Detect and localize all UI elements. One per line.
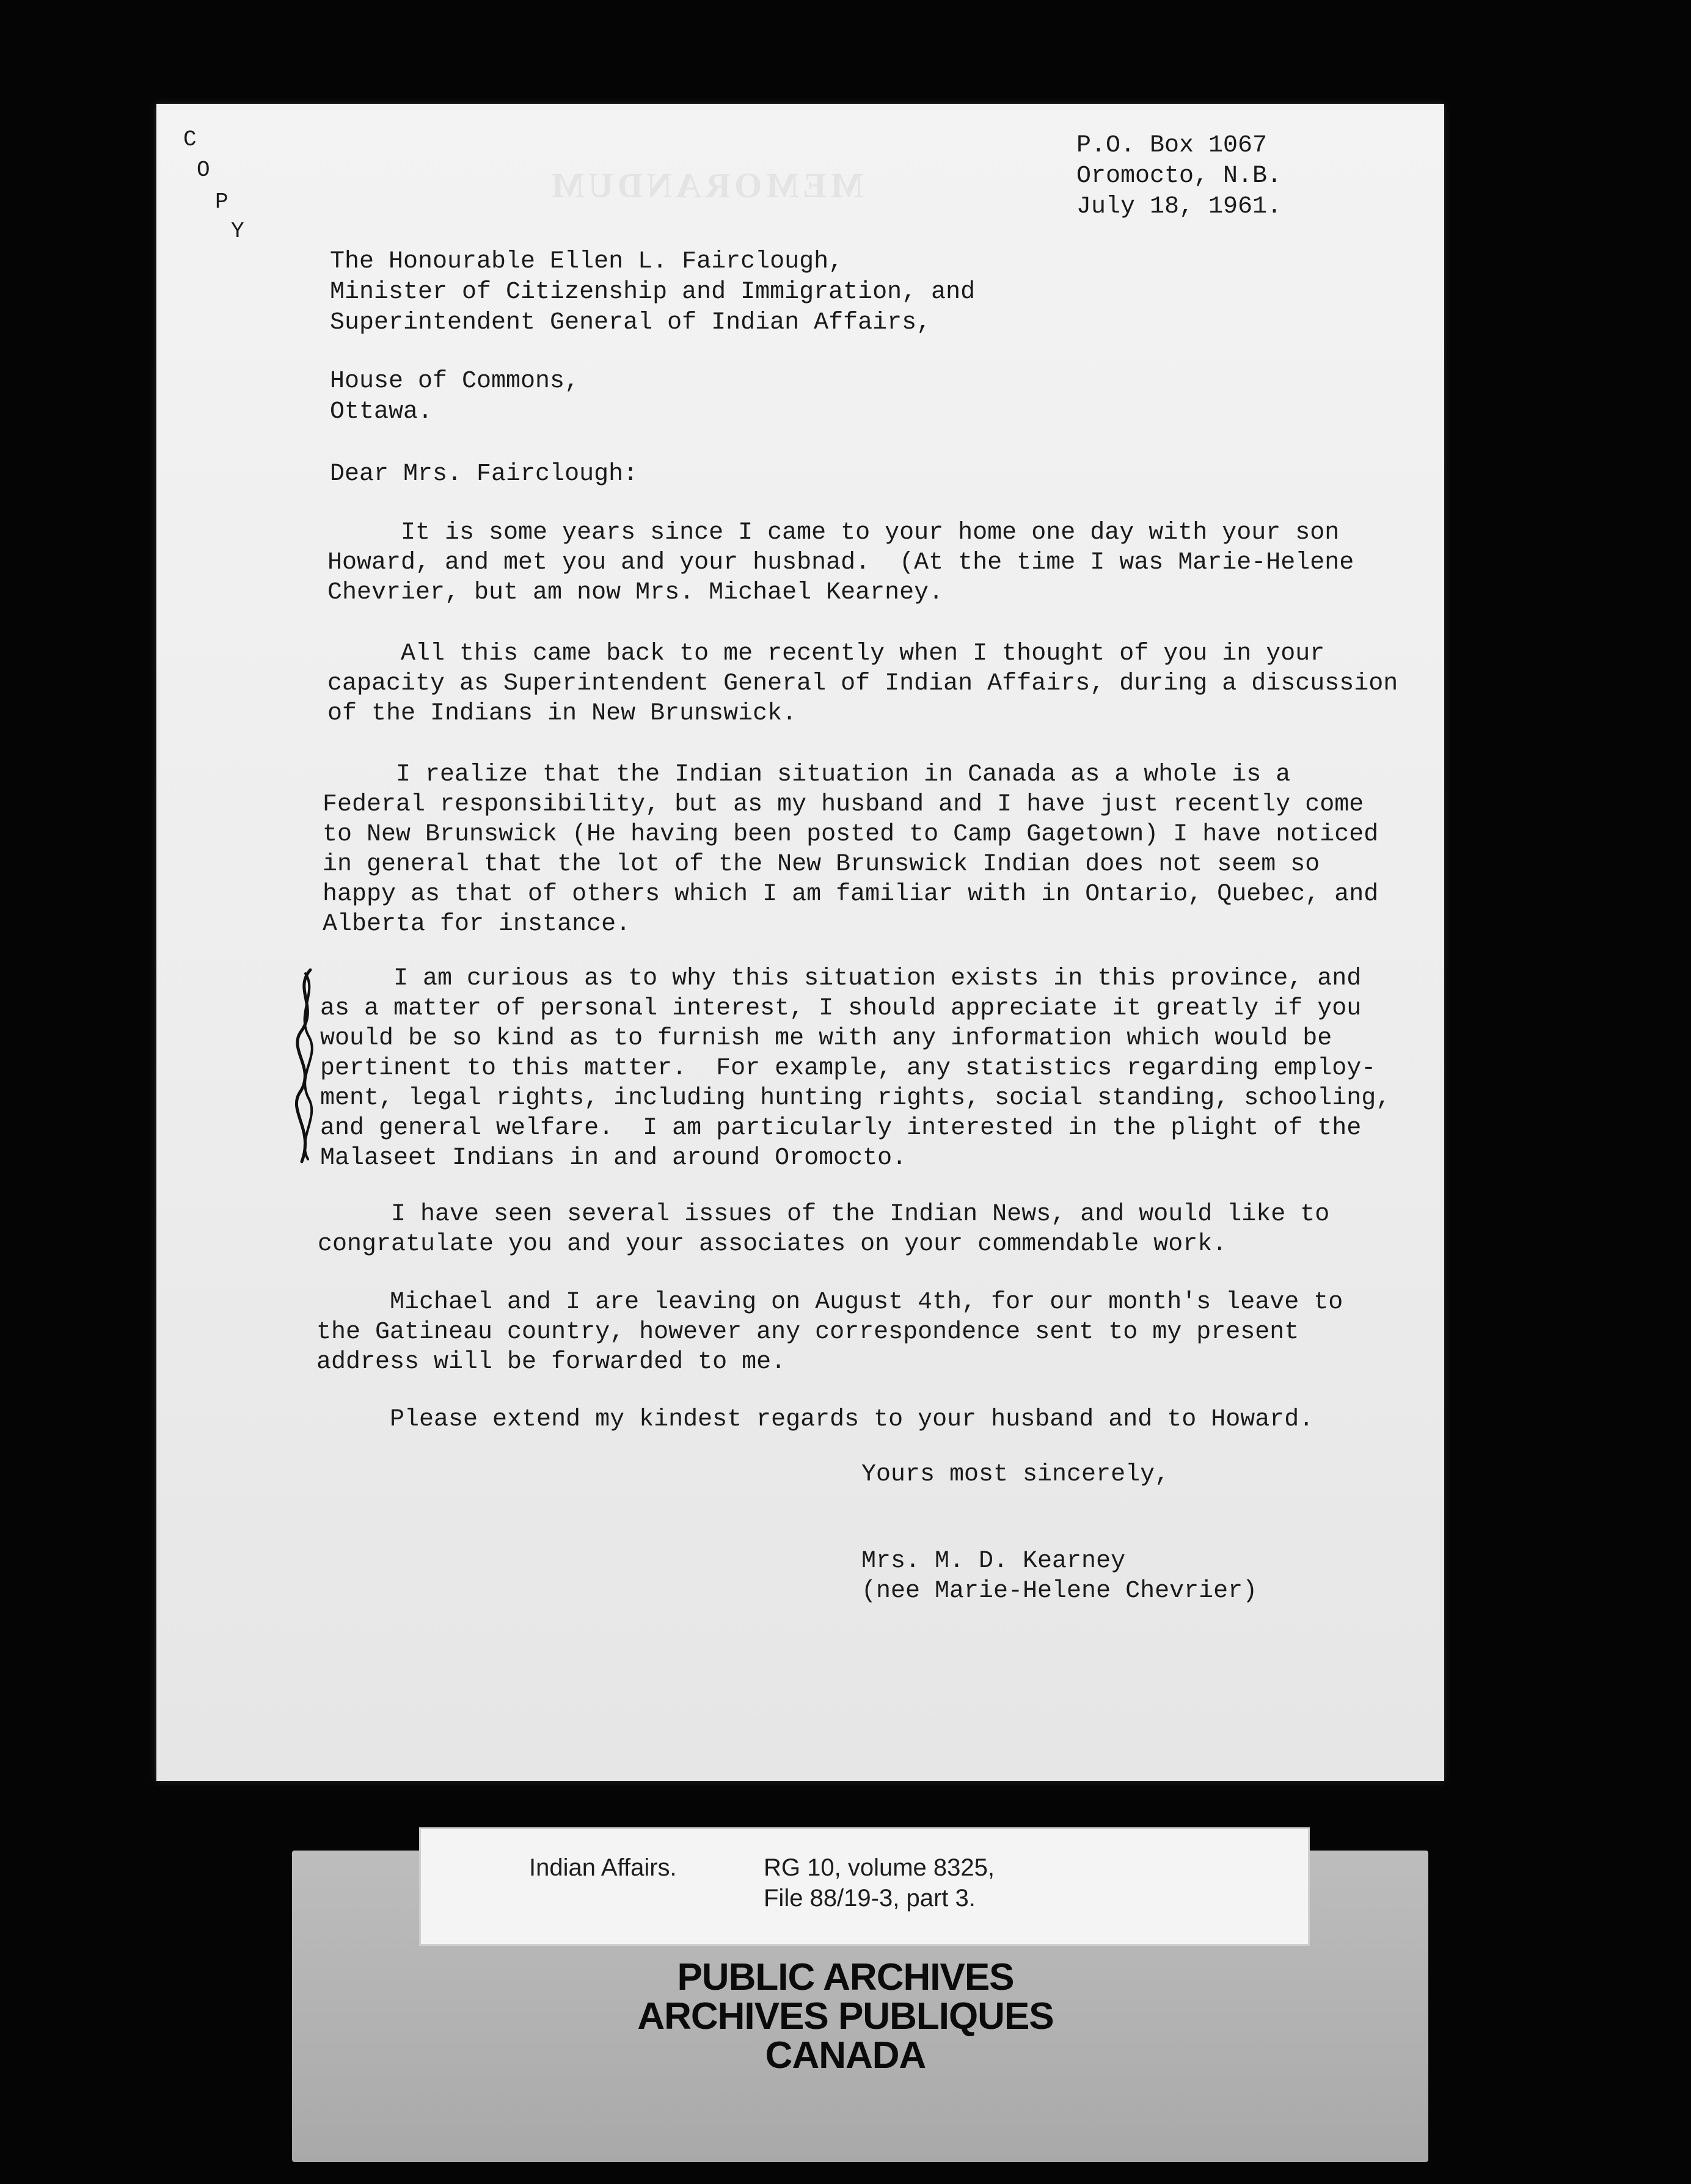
body-line: Howard, and met you and your husbnad. (At the time I was Marie-Helene bbox=[327, 549, 1354, 577]
body-line: address will be forwarded to me. bbox=[316, 1349, 786, 1376]
address-line: P.O. Box 1067 bbox=[1076, 132, 1268, 159]
copy-mark-p: P bbox=[215, 189, 228, 214]
body-line: Chevrier, but am now Mrs. Michael Kearney. bbox=[327, 579, 944, 606]
copy-mark-y: Y bbox=[231, 219, 244, 244]
letter-date: July 18, 1961. bbox=[1076, 193, 1282, 220]
recipient-line: The Honourable Ellen L. Fairclough, bbox=[330, 248, 844, 275]
address-line: Oromocto, N.B. bbox=[1076, 162, 1282, 190]
salutation: Dear Mrs. Fairclough: bbox=[330, 460, 638, 488]
body-line: Michael and I are leaving on August 4th, for our month's leave to bbox=[316, 1289, 1343, 1316]
body-line: to New Brunswick (He having been posted to Camp Gagetown) I have noticed bbox=[323, 821, 1379, 848]
handwritten-bracket-mark bbox=[287, 965, 324, 1167]
recipient-location-line: House of Commons, bbox=[330, 368, 580, 395]
body-line: the Gatineau country, however any correspondence sent to my present bbox=[316, 1319, 1299, 1346]
recipient-location-line: Ottawa. bbox=[330, 398, 433, 426]
archive-reference-volume: RG 10, volume 8325, bbox=[764, 1854, 995, 1881]
bleed-through-heading: MEMORANDUM bbox=[547, 166, 864, 205]
body-line: and general welfare. I am particularly interested in the plight of the bbox=[320, 1115, 1362, 1142]
body-line: Please extend my kindest regards to your husband and to Howard. bbox=[316, 1406, 1314, 1433]
recipient-line: Superintendent General of Indian Affairs, bbox=[330, 309, 932, 337]
closing: Yours most sincerely, bbox=[861, 1461, 1170, 1488]
signature-maiden-name: (nee Marie-Helene Chevrier) bbox=[861, 1578, 1258, 1605]
copy-mark-o: O bbox=[197, 158, 210, 183]
body-line: happy as that of others which I am familiar with in Ontario, Quebec, and bbox=[323, 881, 1379, 908]
body-line: Federal responsibility, but as my husband and I have just recently come bbox=[323, 791, 1364, 818]
copy-mark-c: C bbox=[183, 127, 197, 152]
body-line: of the Indians in New Brunswick. bbox=[327, 700, 797, 727]
body-line: in general that the lot of the New Brunswick Indian does not seem so bbox=[323, 851, 1320, 878]
body-line: congratulate you and your associates on your commendable work. bbox=[318, 1231, 1227, 1258]
body-line: I have seen several issues of the Indian News, and would like to bbox=[318, 1201, 1330, 1228]
archive-stamp-line-1: PUBLIC ARCHIVES bbox=[677, 1956, 1014, 1998]
body-line: pertinent to this matter. For example, any statistics regarding employ- bbox=[320, 1055, 1376, 1082]
letter-page bbox=[156, 104, 1444, 1781]
body-line: Malaseet Indians in and around Oromocto. bbox=[320, 1145, 907, 1172]
body-line: as a matter of personal interest, I should appreciate it greatly if you bbox=[320, 995, 1362, 1022]
archive-stamp-line-3: CANADA bbox=[765, 2034, 926, 2077]
archive-stamp-line-2: ARCHIVES PUBLIQUES bbox=[637, 1995, 1054, 2037]
body-line: would be so kind as to furnish me with any information which would be bbox=[320, 1025, 1332, 1052]
body-line: I realize that the Indian situation in Canada as a whole is a bbox=[323, 761, 1291, 788]
body-line: I am curious as to why this situation exists in this province, and bbox=[320, 965, 1362, 992]
body-line: ment, legal rights, including hunting rights, social standing, schooling, bbox=[320, 1085, 1391, 1112]
body-line: All this came back to me recently when I thought of you in your bbox=[327, 640, 1325, 668]
body-line: capacity as Superintendent General of Indian Affairs, during a discussion bbox=[327, 670, 1398, 697]
archive-fonds: Indian Affairs. bbox=[529, 1854, 677, 1881]
archive-reference-file: File 88/19-3, part 3. bbox=[764, 1885, 976, 1912]
body-line: Alberta for instance. bbox=[323, 911, 631, 938]
recipient-line: Minister of Citizenship and Immigration, and bbox=[330, 278, 976, 306]
signature-name: Mrs. M. D. Kearney bbox=[861, 1548, 1126, 1575]
body-line: It is some years since I came to your home one day with your son bbox=[327, 519, 1340, 547]
